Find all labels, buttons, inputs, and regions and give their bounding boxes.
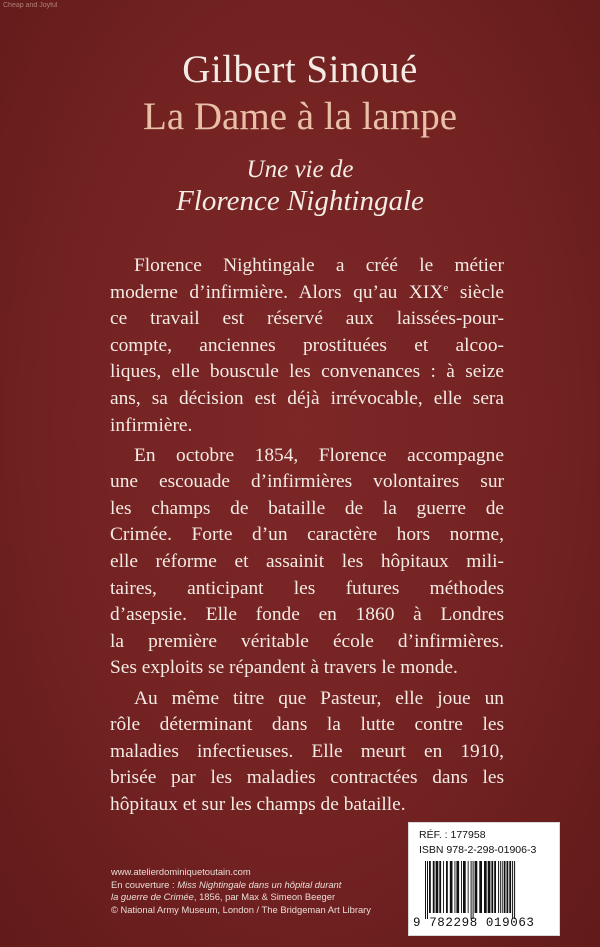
barcode-bar — [450, 861, 453, 913]
barcode-bar — [436, 861, 439, 913]
text-line: taires, anticipant les futures méthodes — [110, 577, 504, 599]
blurb-paragraph-3 — [110, 686, 504, 819]
barcode-bar — [439, 861, 441, 913]
text-line: rôle déterminant dans la lutte contre les — [110, 714, 504, 736]
cover-credits — [111, 866, 371, 916]
blurb-paragraph-1 — [110, 253, 504, 439]
text-line: infirmière. — [110, 414, 193, 436]
barcode-bar — [491, 861, 493, 913]
text-fragment: siècle — [448, 281, 504, 303]
barcode-bar — [500, 861, 501, 913]
reference-number: RÉF. : 177958 — [419, 829, 486, 841]
barcode-bar — [498, 861, 499, 913]
barcode-bar — [433, 861, 435, 913]
author-name: Gilbert Sinoué — [182, 48, 418, 91]
blurb — [110, 253, 504, 822]
text-line: compte, anciennes prostituées et alcoo- — [110, 334, 504, 356]
barcode-bar — [509, 861, 511, 913]
isbn-number: ISBN 978-2-298-01906-3 — [419, 844, 537, 856]
barcode-bar — [484, 861, 487, 913]
barcode-bar — [461, 861, 462, 913]
barcode-bar — [463, 861, 466, 913]
text-line: les champs de bataille de la guerre de — [110, 497, 504, 519]
barcode-bar — [504, 861, 506, 913]
text-line: liques, elle bouscule les convenances : à seize — [110, 361, 504, 383]
barcode-bar — [443, 861, 444, 913]
text-line: hôpitaux et sur les champs de bataille. — [110, 793, 406, 815]
barcode-bar — [427, 861, 428, 919]
barcode-bar — [514, 861, 515, 919]
barcode-bar — [473, 861, 474, 919]
text-line: une escouade d’infirmières volontaires sur — [110, 471, 504, 493]
cover-image-credit-cont — [111, 891, 371, 904]
credit-prefix: En couverture : — [111, 878, 178, 890]
text-fragment: moderne d’infirmière. Alors qu’au XIX — [110, 281, 444, 303]
barcode-bars — [423, 861, 549, 919]
blurb-paragraph-2 — [110, 443, 504, 682]
text-line: maladies infectieuses. Elle meurt en 1910, — [110, 740, 504, 762]
text-line: brisée par les maladies contractées dans les — [110, 767, 504, 789]
barcode-bar — [471, 861, 472, 919]
text-line: d’asepsie. Elle fonde en 1860 à Londres — [110, 604, 504, 626]
barcode-bar — [429, 861, 431, 913]
text-line: elle réforme et assainit les hôpitaux mili- — [110, 551, 504, 573]
publisher-website: www.atelierdominiquetoutain.com — [111, 866, 251, 877]
barcode-bar — [425, 861, 426, 919]
barcode-bar — [479, 861, 482, 913]
image-rights: © National Army Museum, London / The Bridgeman Art Library — [111, 903, 371, 915]
text-line: Ses exploits se répandent à travers le monde. — [110, 657, 458, 679]
text-line: ans, sa décision est déjà irrévocable, elle sera — [110, 387, 504, 409]
barcode-bar — [475, 861, 478, 913]
superscript: e — [443, 281, 449, 294]
barcode-bar — [446, 861, 448, 913]
ean-digits: 9 782298 019063 — [413, 916, 535, 930]
barcode-bar — [502, 861, 503, 913]
barcode-bar — [512, 861, 513, 919]
text-line: Crimée. Forte d’un caractère hors norme, — [110, 524, 504, 546]
text-line: Au même titre que Pasteur, elle joue un — [134, 687, 504, 709]
text-line: Florence Nightingale a créé le métier — [134, 255, 504, 276]
edge-watermark: Cheap and Joyful — [3, 2, 58, 9]
barcode-bar — [488, 861, 491, 913]
text-line: ce travail est réservé aux laissées-pour- — [110, 308, 504, 330]
text-line: la première véritable école d’infirmières. — [110, 630, 504, 652]
book-title: La Dame à la lampe — [143, 95, 457, 138]
subtitle-line-1: Une vie de — [246, 156, 354, 183]
barcode-bar — [507, 861, 509, 913]
barcode-bar — [456, 861, 459, 913]
artwork-title: Miss Nightingale dans un hôpital durant — [177, 878, 342, 890]
barcode-bar — [468, 861, 469, 913]
cover-image-credit — [111, 879, 371, 892]
barcode-bar — [494, 861, 496, 913]
subtitle-line-2: Florence Nightingale — [176, 185, 424, 217]
artwork-title-cont: la guerre de Crimée — [111, 891, 194, 903]
text-line: En octobre 1854, Florence accompagne — [134, 444, 504, 466]
barcode-bar — [455, 861, 456, 913]
credit-suffix: , 1856, par Max & Simeon Beeger — [193, 891, 336, 903]
text-line — [110, 280, 504, 307]
barcode-label — [408, 822, 560, 936]
